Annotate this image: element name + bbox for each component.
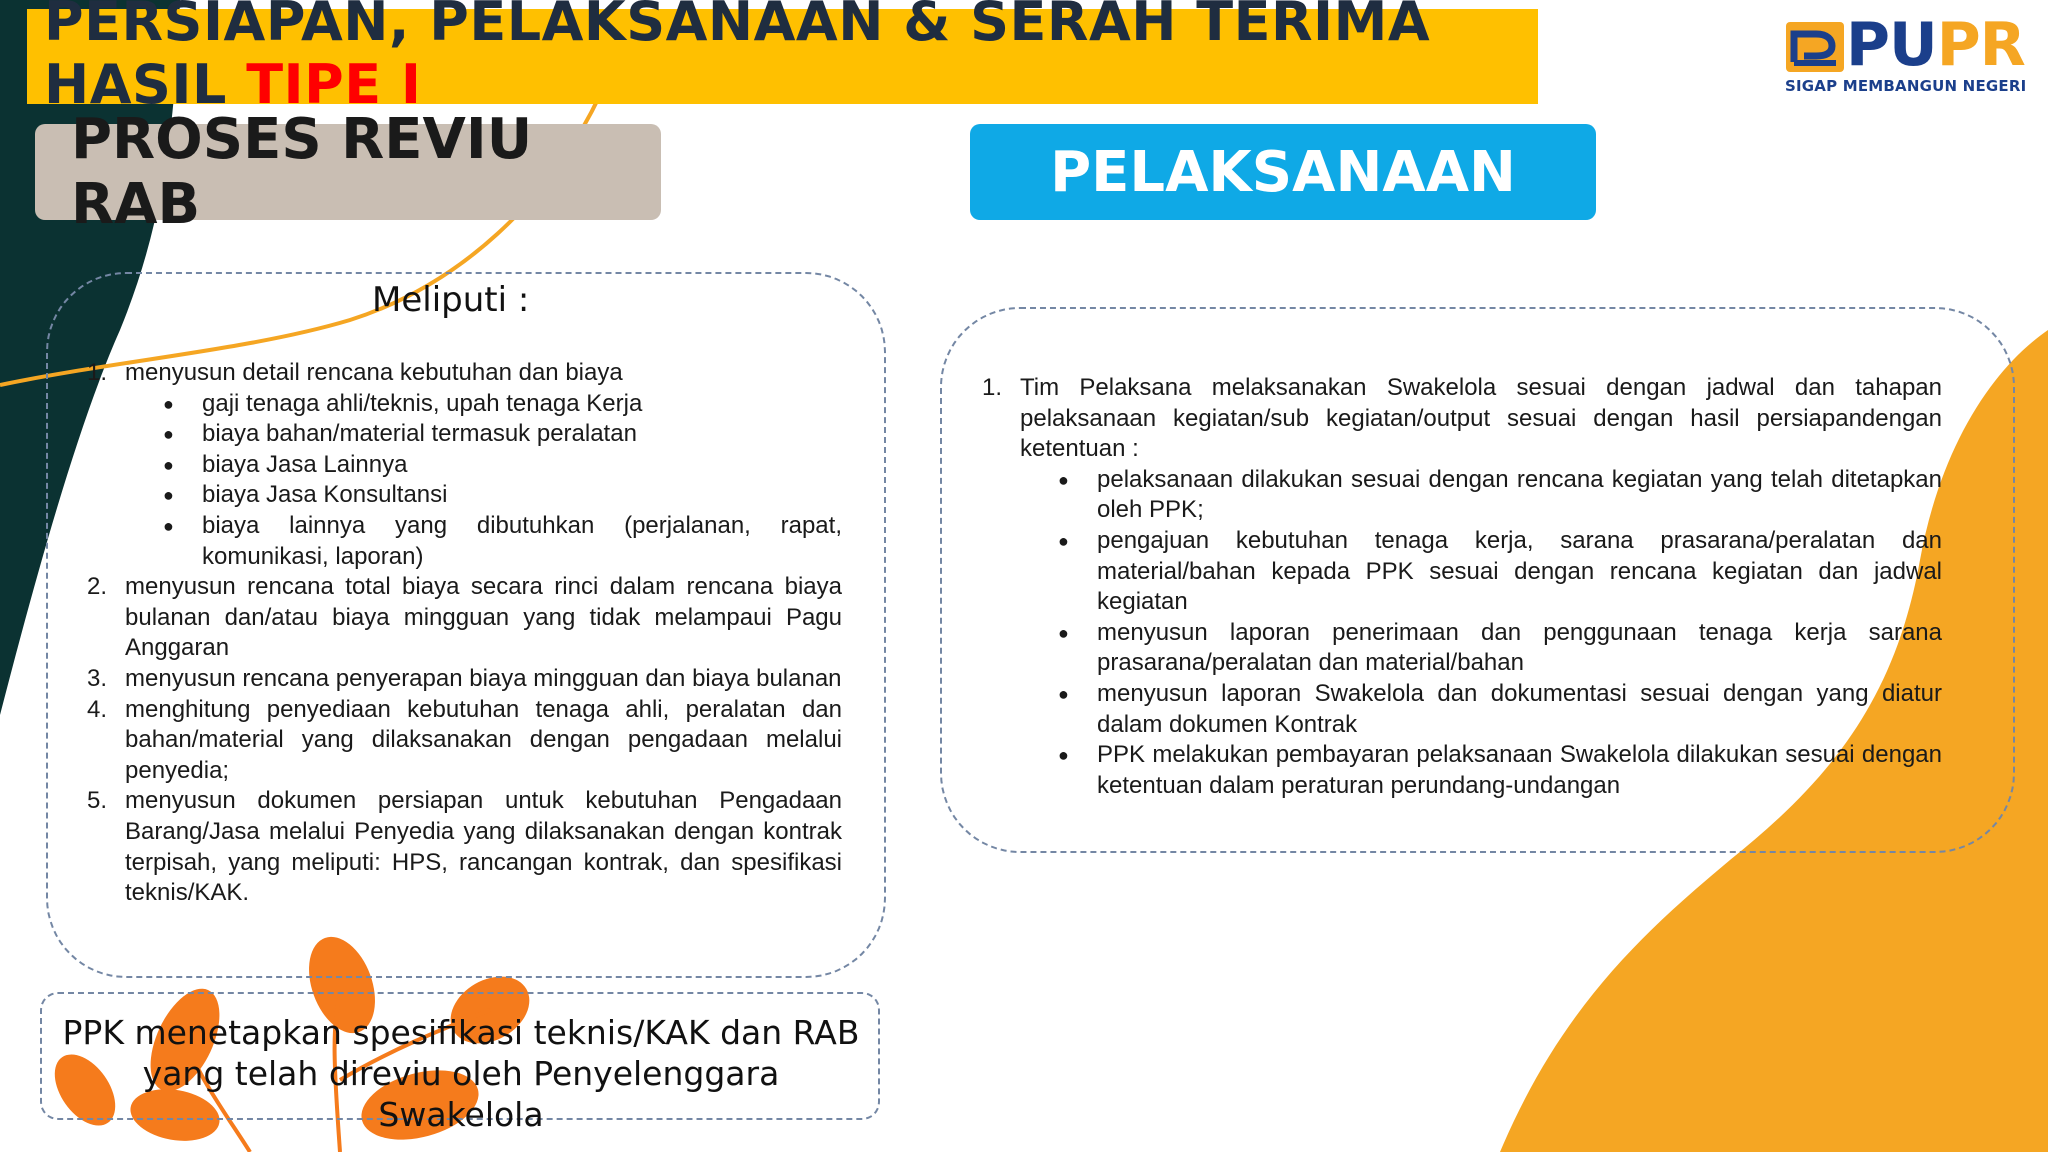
page-title bbox=[44, 0, 1464, 116]
bullet-icon: ● bbox=[1058, 745, 1069, 766]
list-item: 4. menghitung penyediaan kebutuhan tenaga ahli, peralatan dan bahan/material yang dilaksanakan dengan pengadaan melalui penyedia; bbox=[87, 695, 842, 784]
sub-list-item: ● pelaksanaan dilakukan sesuai dengan rencana kegiatan yang telah ditetapkan oleh PPK; bbox=[1058, 465, 1942, 524]
bullet-icon: ● bbox=[163, 454, 174, 475]
bullet-icon: ● bbox=[1058, 683, 1069, 704]
bullet-icon: ● bbox=[163, 393, 174, 414]
pupr-tagline: SIGAP MEMBANGUN NEGERI bbox=[1785, 77, 2027, 95]
sub-list-item: ● menyusun laporan Swakelola dan dokumentasi sesuai dengan yang diatur dalam dokumen Kontrak bbox=[1058, 679, 1942, 738]
left-intro-text: Meliputi : bbox=[372, 280, 530, 320]
sub-list-item: ● pengajuan kebutuhan tenaga kerja, sarana prasarana/peralatan dan material/bahan kepada PPK sesuai dengan rencana kegiatan dan jadwal kegiatan bbox=[1058, 526, 1942, 616]
title-line-2-prefix: HASIL bbox=[44, 53, 247, 116]
left-section-header: PROSES REVIU RAB bbox=[35, 124, 661, 220]
sub-list-item: ● biaya bahan/material termasuk peralatan bbox=[125, 419, 842, 450]
bottom-note-text: PPK menetapkan spesifikasi teknis/KAK dan RAB yang telah direviu oleh Penyelenggara Swakelola bbox=[62, 1013, 860, 1134]
sub-list-item: ● biaya lainnya yang dibutuhkan (perjalanan, rapat, komunikasi, laporan) bbox=[163, 511, 842, 570]
bullet-icon: ● bbox=[1058, 622, 1069, 643]
bullet-icon: ● bbox=[1058, 530, 1069, 551]
bullet-icon: ● bbox=[163, 424, 174, 445]
list-item: 3. menyusun rencana penyerapan biaya mingguan dan biaya bulanan bbox=[87, 664, 842, 692]
list-item: 2. menyusun rencana total biaya secara rinci dalam rencana biaya bulanan dan/atau biaya mingguan yang tidak melampaui Pagu Anggaran bbox=[87, 573, 842, 662]
sub-list bbox=[125, 389, 842, 573]
bullet-icon: ● bbox=[163, 485, 174, 506]
pupr-wordmark: PUPR bbox=[1846, 10, 2025, 80]
sub-list-item: ● menyusun laporan penerimaan dan penggunaan tenaga kerja sarana prasarana/peralatan dan material/bahan bbox=[1058, 618, 1942, 677]
pupr-logo bbox=[1782, 10, 2032, 96]
sub-list-item: ● gaji tenaga ahli/teknis, upah tenaga Kerja bbox=[125, 389, 842, 420]
left-numbered-list bbox=[87, 358, 842, 909]
list-item: 5. menyusun dokumen persiapan untuk kebutuhan Pengadaan Barang/Jasa melalui Penyedia yang dilaksanakan dengan kontrak terpisah, yang meliputi: HPS, rancangan kontrak, dan spesifikasi teknis/KAK. bbox=[87, 787, 842, 907]
title-line-1: PERSIAPAN, PELAKSANAAN & SERAH TERIMA bbox=[44, 0, 1431, 53]
bullet-icon: ● bbox=[1058, 469, 1069, 490]
bullet-icon: ● bbox=[163, 515, 174, 536]
title-highlight: TIPE I bbox=[246, 53, 422, 116]
sub-list bbox=[1020, 465, 1942, 802]
sub-list-item: ● PPK melakukan pembayaran pelaksanaan Swakelola dilakukan sesuai dengan ketentuan dalam peraturan perundang-undangan bbox=[1058, 741, 1942, 799]
list-item: 1. menyusun detail rencana kebutuhan dan biaya ● gaji tenaga ahli/teknis, upah tenaga Kerja ● biaya bahan/material termasuk peralatan ● biaya Jasa Lainnya ● biaya Jasa Konsultansi ● biaya lainnya yang dibutuhkan (perjalanan, rapat, komunikasi, laporan) bbox=[87, 358, 842, 572]
list-item: 1. Tim Pelaksana melaksanakan Swakelola sesuai dengan jadwal dan tahapan pelaksanaan kegiatan/sub kegiatan/output sesuai dengan hasil persiapandengan ketentuan : ● pelaksanaan dilakukan sesuai dengan rencana kegiatan yang telah ditetapkan oleh PPK; ● pengajuan kebutuhan tenaga kerja, sarana prasarana/peralatan dan material/bahan kepada PPK sesuai dengan rencana kegiatan dan jadwal kegiatan ● menyusun laporan penerimaan dan penggunaan tenaga kerja sarana prasarana/peralatan dan material/bahan ● menyusun laporan Swakelola dan dokumentasi sesuai dengan yang diatur dalam dokumen Kontrak ● PPK melakukan pembayaran pelaksanaan Swakelola dilakukan sesuai dengan ketentuan dalam peraturan perundang-undangan bbox=[982, 373, 1942, 801]
right-numbered-list bbox=[982, 373, 1942, 801]
sub-list-item: ● biaya Jasa Konsultansi bbox=[125, 480, 842, 511]
pupr-emblem-icon bbox=[1786, 22, 1844, 72]
right-section-header: PELAKSANAAN bbox=[970, 124, 1596, 220]
sub-list-item: ● biaya Jasa Lainnya bbox=[125, 450, 842, 481]
